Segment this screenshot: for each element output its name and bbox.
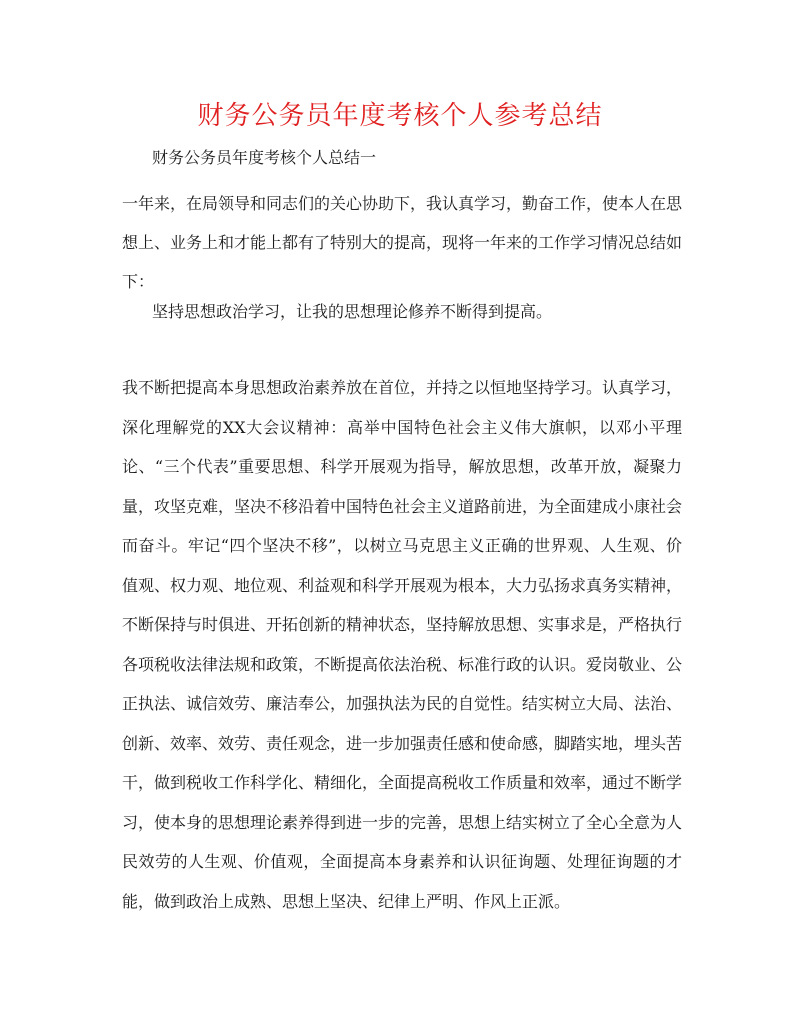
document-title: 财务公务员年度考核个人参考总结 bbox=[197, 101, 603, 131]
paragraph-intro: 一年来，在局领导和同志们的关心协助下，我认真学习，勤奋工作，使本人在思想上、业务上和才能上都有了特别大的提高，现将一年来的工作学习情况总结如下： bbox=[122, 194, 683, 291]
document-subtitle: 财务公务员年度考核个人总结一 bbox=[152, 148, 377, 167]
paragraph-body: 我不断把提高本身思想政治素养放在首位，并持之以恒地坚持学习。认真学习，深化理解党的XX大会议精神：高举中国特色社会主义伟大旗帜，以邓小平理论、“三个代表”重要思想、科学开展观为指导，解放思想，改革开放，凝聚力量，攻坚克难，坚决不移沿着中国特色社会主义道路前进，为全面建成小康社会而奋斗。牢记“四个坚决不移”，以树立马克思主义正确的世界观、人生观、价值观、权力观、地位观、利益观和科学开展观为根本，大力弘扬求真务实精神，不断保持与时俱进、开拓创新的精神状态，坚持解放思想、实事求是，严格执行各项税收法律法规和政策，不断提高依法治税、标准行政的认识。爱岗敬业、公正执法、诚信效劳、廉洁奉公，加强执法为民的自觉性。结实树立大局、法治、创新、效率、效劳、责任观念，进一步加强责任感和使命感，脚踏实地，埋头苦干，做到税收工作科学化、精细化，全面提高税收工作质量和效率，通过不断学习，使本身的思想理论素养得到进一步的完善，思想上结实树立了全心全意为人民效劳的人生观、价值观，全面提高本身素养和认识征询题、处理征询题的才能，做到政治上成熟、思想上坚决、纪律上严明、作风上正派。 bbox=[122, 378, 683, 911]
section-heading: 坚持思想政治学习，让我的思想理论修养不断得到提高。 bbox=[152, 302, 553, 321]
